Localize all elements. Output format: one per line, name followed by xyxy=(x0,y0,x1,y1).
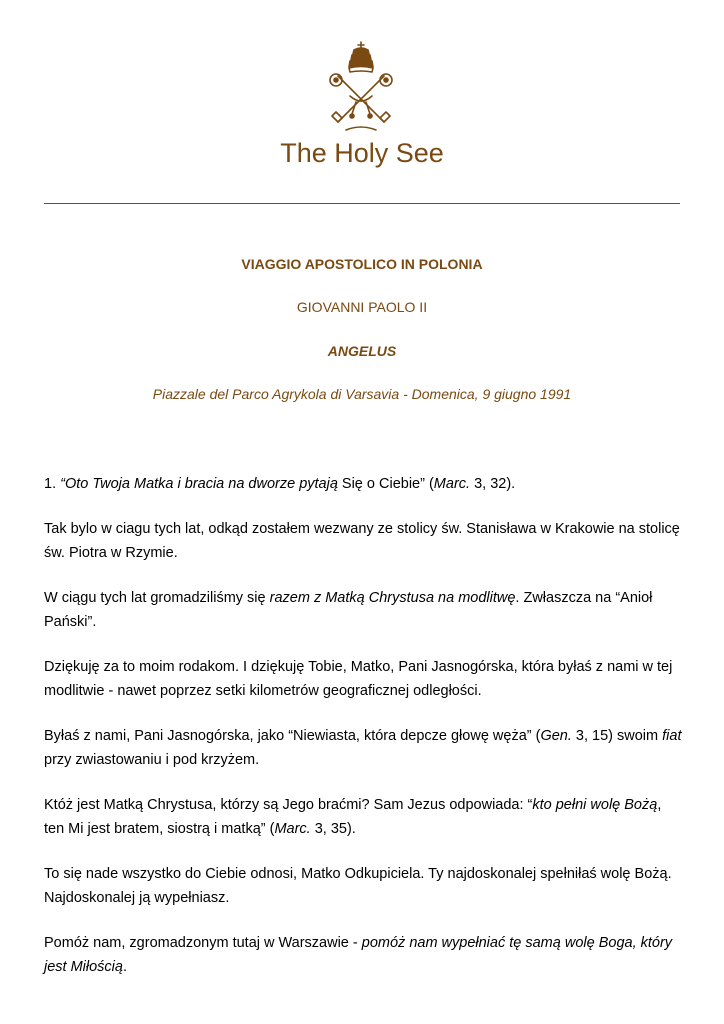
place-date-line: Piazzale del Parco Agrykola di Varsavia - Domenica, 9 giugno 1991 xyxy=(152,386,572,402)
header-divider xyxy=(44,203,680,204)
paragraph-1: 1. “Oto Twoja Matka i bracia na dworze pytają Się o Ciebie” (Marc. 3, 32). xyxy=(44,476,516,492)
author-heading: GIOVANNI PAOLO II xyxy=(296,299,428,315)
document-title: ANGELUS xyxy=(327,343,397,359)
paragraph-6: Któż jest Matką Chrystusa, którzy są Jego braćmi? Sam Jezus odpowiada: “kto pełni wolę Bożą, ten Mi jest bratem, siostrą i matką” (Marc. 3, 35). xyxy=(44,797,662,837)
document-body xyxy=(44,472,684,979)
paragraph-4: Dziękuję za to moim rodakom. I dziękuję Tobie, Matko, Pani Jasnogórska, która byłaś z nami w tej modlitwie - nawet poprzez setki kilometrów geograficznej odległości. xyxy=(44,659,673,699)
site-title[interactable]: The Holy See xyxy=(280,138,444,168)
paragraph-8: Pomóż nam, zgromadzonym tutaj w Warszawie - pomóż nam wypełniać tę samą wolę Boga, który jest Miłością. xyxy=(44,935,673,975)
paragraph-2: Tak bylo w ciagu tych lat, odkąd zostałem wezwany ze stolicy św. Stanisława w Krakowie na stolicę św. Piotra w Rzymie. xyxy=(44,521,680,561)
paragraph-7: To się nade wszystko do Ciebie odnosi, Matko Odkupiciela. Ty najdoskonalej spełniłaś wolę Bożą. Najdoskonalej ją wypełniasz. xyxy=(44,866,672,906)
papal-keys-tiara-emblem-icon xyxy=(316,40,406,136)
paragraph-5: Byłaś z nami, Pani Jasnogórska, jako “Niewiasta, która depcze głowę węża” (Gen. 3, 15) swoim fiat przy zwiastowaniu i pod krzyżem. xyxy=(44,728,682,768)
paragraph-3: W ciągu tych lat gromadziliśmy się razem z Matką Chrystusa na modlitwę. Zwłaszcza na “Anioł Pański”. xyxy=(44,590,653,630)
event-heading: VIAGGIO APOSTOLICO IN POLONIA xyxy=(241,256,483,272)
